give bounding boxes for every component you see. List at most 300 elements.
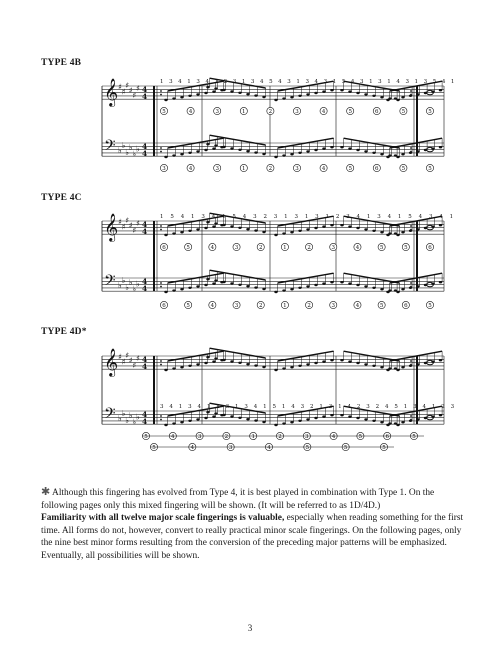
note-head (238, 149, 241, 151)
time-signature-bottom: 4 (142, 227, 148, 237)
note-head (439, 146, 442, 148)
treble-clef: 𝄞 (104, 78, 119, 106)
note-head (180, 96, 183, 98)
note-head (322, 225, 325, 227)
note-head (212, 90, 215, 92)
finger-number: 5 (232, 214, 236, 220)
finger-number: 1 (187, 79, 191, 85)
time-signature-bottom: 4 (142, 149, 148, 159)
flat-icon: ♭ (121, 141, 126, 151)
circled-string-number: 5 (152, 445, 156, 451)
finger-number: 4 (441, 79, 446, 85)
note-head (238, 417, 241, 419)
sharp-icon: ♯ (118, 352, 122, 362)
music-system-4d (0, 339, 500, 464)
note-head (416, 363, 419, 365)
note-head (196, 363, 199, 365)
finger-number: 5 (341, 79, 346, 85)
note-head (356, 227, 359, 229)
note-head (262, 231, 265, 233)
sharp-icon: ♯ (128, 220, 133, 230)
finger-number: 4 (439, 214, 443, 220)
note-head (274, 369, 277, 371)
circled-string-number: 2 (307, 303, 311, 309)
note-head (172, 422, 175, 424)
finger-number: 1 (304, 214, 309, 220)
circled-string-number: 6 (404, 303, 408, 309)
note-head (424, 417, 427, 419)
note-head (180, 421, 183, 423)
music-system-4b (0, 70, 500, 185)
note-head (340, 146, 343, 148)
circled-string-number: 6 (428, 245, 432, 251)
finger-number: 3 (366, 404, 370, 410)
circled-string-number: 5 (412, 434, 416, 440)
sharp-icon: ♯ (136, 354, 140, 364)
bass-clef: 𝄢 (104, 137, 116, 158)
note-head (306, 93, 309, 95)
flat-icon: ♭ (125, 282, 129, 292)
note-head (282, 232, 285, 234)
note-head (330, 414, 333, 416)
finger-number: 3 (232, 79, 237, 85)
page-number: 3 (247, 623, 253, 633)
sharp-icon: ♯ (136, 84, 140, 94)
circled-string-number: 1 (283, 303, 287, 309)
note-head (282, 289, 285, 291)
note-head (372, 95, 375, 97)
note-head (394, 97, 397, 99)
note-head (230, 282, 233, 284)
sharp-icon: ♯ (132, 90, 137, 100)
note-head (372, 420, 375, 422)
finger-number: 5 (269, 79, 273, 85)
sharp-icon: ♯ (118, 82, 122, 92)
finger-number: 3 (244, 404, 248, 410)
finger-number: 4 (178, 79, 182, 85)
sharp-icon: ♯ (132, 225, 137, 235)
note-head (409, 152, 412, 154)
finger-number: 5 (432, 79, 437, 85)
note-head (330, 359, 333, 361)
circled-string-number: 3 (305, 434, 309, 440)
flat-icon: ♭ (132, 284, 137, 294)
repeat-dot (160, 286, 162, 288)
circled-string-number: 2 (258, 303, 263, 309)
finger-number: 3 (160, 404, 164, 410)
note-head (230, 147, 233, 149)
note-head (262, 366, 265, 368)
flat-icon: ♭ (132, 417, 137, 427)
note-head (262, 153, 265, 155)
note-head (386, 156, 389, 158)
finger-number: 3 (323, 79, 328, 85)
sharp-icon: ♯ (128, 355, 133, 365)
music-system-4c (0, 205, 500, 320)
note-head (188, 365, 191, 367)
note-head (214, 412, 217, 414)
time-signature-bottom: 4 (142, 284, 148, 294)
note-head (298, 152, 301, 154)
note-head (214, 87, 217, 89)
note-head (424, 149, 427, 151)
finger-number: 2 (441, 404, 445, 410)
note-head (431, 225, 434, 227)
circled-string-number: 4 (355, 303, 360, 309)
circled-string-number: 2 (258, 245, 263, 251)
note-head (439, 89, 442, 91)
circled-string-number: 6 (162, 245, 166, 251)
note-head (290, 288, 293, 290)
note-head (364, 228, 367, 230)
finger-number: 1 (387, 79, 391, 85)
circled-string-number: 5 (428, 109, 432, 115)
note-head (290, 153, 293, 155)
flat-icon: ♭ (118, 146, 122, 156)
note-head (348, 360, 351, 362)
note-head (386, 424, 389, 426)
time-signature-top: 4 (142, 355, 148, 364)
note-head (380, 231, 383, 233)
finger-number: 4 (385, 404, 389, 410)
note-head (409, 230, 412, 232)
note-head (262, 421, 265, 423)
bass-clef: 𝄢 (104, 405, 116, 426)
note-head (409, 95, 412, 97)
section-title-4b: TYPE 4B (41, 58, 82, 68)
finger-number: 1 (366, 214, 371, 220)
flat-icon: ♭ (121, 276, 126, 286)
circled-string-number: 3 (234, 245, 239, 251)
finger-number: 4 (242, 214, 247, 220)
repeat-dot (410, 415, 412, 417)
repeat-dot (160, 360, 162, 362)
note-head (298, 287, 301, 289)
note-head (314, 92, 317, 94)
note-head (204, 149, 207, 151)
finger-number: 1 (160, 214, 164, 220)
note-head (364, 363, 367, 365)
circled-string-number: 4 (210, 245, 215, 251)
note-head (274, 156, 277, 158)
finger-number: 1 (431, 404, 436, 410)
note-head (380, 366, 383, 368)
finger-number: 1 (191, 214, 195, 220)
repeat-dot (160, 90, 162, 92)
circled-string-number: 2 (224, 434, 229, 440)
circled-string-number: 6 (162, 303, 166, 309)
finger-number: 4 (253, 404, 258, 410)
beam (210, 213, 266, 223)
sharp-icon: ♯ (125, 80, 130, 90)
repeat-dot (160, 282, 162, 284)
note-head (196, 93, 199, 95)
finger-number: 1 (296, 79, 300, 85)
footnote-text: Although this fingering has evolved from Type 4, it is best played in combination with Type 1. On the following pages only this mixed fingering will be shown. (It will be referred to as 1D/4D.) (41, 488, 435, 511)
note-head (439, 359, 442, 361)
sharp-icon: ♯ (128, 85, 133, 95)
circled-string-number: 5 (428, 303, 432, 309)
note-head (409, 287, 412, 289)
finger-number: 2 (356, 404, 361, 410)
note-head (306, 228, 309, 230)
note-head (172, 232, 175, 234)
finger-number: 5 (408, 214, 412, 220)
note-head (356, 362, 359, 364)
sharp-icon: ♯ (125, 350, 130, 360)
note-head (306, 418, 309, 420)
flat-icon: ♭ (125, 415, 129, 425)
finger-number: 1 (449, 214, 454, 220)
note-head (431, 90, 434, 92)
note-head (246, 93, 249, 95)
circled-string-number: 4 (321, 109, 326, 115)
sharp-icon: ♯ (132, 360, 137, 370)
note-head (230, 225, 233, 227)
note-head (206, 86, 209, 88)
circled-string-number: 5 (144, 434, 148, 440)
finger-number: 4 (205, 79, 209, 85)
note-head (364, 150, 367, 152)
sharp-icon: ♯ (121, 357, 126, 367)
note-head (290, 421, 293, 423)
note-head (416, 418, 419, 420)
note-head (372, 287, 375, 289)
circled-string-number: 4 (188, 166, 193, 172)
flat-icon: ♭ (132, 149, 137, 159)
note-head (212, 147, 215, 149)
repeat-dot (160, 415, 162, 417)
finger-number: 2 (310, 404, 314, 410)
note-head (206, 143, 209, 145)
finger-number: 3 (377, 214, 381, 220)
note-head (196, 418, 199, 420)
finger-number: 4 (347, 404, 351, 410)
note-head (188, 287, 191, 289)
note-head (386, 234, 389, 236)
note-head (206, 411, 209, 413)
note-head (348, 90, 351, 92)
note-head (246, 150, 249, 152)
note-head (314, 417, 317, 419)
note-head (409, 420, 412, 422)
note-head (298, 365, 301, 367)
finger-number: 3 (315, 214, 319, 220)
finger-number: 4 (356, 214, 361, 220)
finger-number: 1 (263, 404, 267, 410)
repeat-dot (410, 147, 412, 149)
note-head (282, 422, 285, 424)
note-head (222, 414, 225, 416)
finger-number: 4 (418, 214, 423, 220)
circled-string-number: 5 (348, 109, 352, 115)
note-head (254, 94, 257, 96)
flat-icon: ♭ (128, 410, 133, 420)
circled-string-number: 1 (283, 245, 287, 251)
note-head (196, 228, 199, 230)
note-head (222, 146, 225, 148)
repeat-dot (410, 360, 412, 362)
repeat-dot (410, 90, 412, 92)
circled-string-number: 5 (186, 303, 190, 309)
finger-number: 3 (188, 404, 192, 410)
note-head (214, 222, 217, 224)
note-head (212, 360, 215, 362)
note-head (340, 224, 343, 226)
note-head (204, 417, 207, 419)
circled-string-number: 5 (401, 166, 406, 172)
note-head (188, 95, 191, 97)
circled-string-number: 5 (348, 166, 352, 172)
flat-icon: ♭ (136, 412, 140, 422)
note-head (274, 291, 277, 293)
note-head (172, 367, 175, 369)
note-head (348, 282, 351, 284)
finger-number: 3 (253, 214, 257, 220)
note-head (290, 366, 293, 368)
finger-number: 1 (319, 404, 323, 410)
time-signature-bottom: 4 (142, 417, 148, 427)
note-head (439, 224, 442, 226)
note-head (222, 281, 225, 283)
note-head (212, 415, 215, 417)
note-head (298, 420, 301, 422)
note-head (212, 282, 215, 284)
finger-number: 1 (160, 79, 164, 85)
note-head (238, 92, 241, 94)
note-head (214, 144, 217, 146)
repeat-dot (160, 94, 162, 96)
circled-string-number: 5 (404, 245, 408, 251)
note-head (180, 288, 183, 290)
beam (210, 135, 266, 145)
note-head (394, 422, 397, 424)
note-head (424, 362, 427, 364)
sharp-icon: ♯ (118, 217, 122, 227)
finger-number: 3 (273, 214, 278, 220)
note-head (290, 96, 293, 98)
flat-icon: ♭ (136, 144, 140, 154)
note-head (274, 424, 277, 426)
note-head (364, 93, 367, 95)
finger-number: 2 (216, 404, 220, 410)
circled-string-number: 2 (307, 245, 311, 251)
circled-string-number: 4 (190, 445, 195, 451)
note-head (330, 146, 333, 148)
circled-string-number: 3 (215, 166, 219, 172)
finger-number: 1 (178, 404, 183, 410)
paragraph-lead: Familiarity with all twelve major scale fingerings is valuable, (41, 513, 285, 523)
note-head (330, 224, 333, 226)
note-head (416, 93, 419, 95)
finger-number: 4 (291, 404, 295, 410)
repeat-dot (160, 147, 162, 149)
repeat-dot (160, 419, 162, 421)
paragraph-text: especially when reading something for the first time. All forms do not, however, convert to really practical minor scale fingerings. On the following pages, only the nine best minor forms resulting from the conversion of the preceding major patterns will be emphasized. Eventually, all possibilities will be shown. (41, 513, 464, 561)
circled-string-number: 3 (215, 109, 219, 115)
note-head (282, 97, 285, 99)
sharp-icon: ♯ (125, 215, 130, 225)
circled-string-number: 4 (171, 434, 175, 440)
note-head (340, 359, 343, 361)
note-head (416, 150, 419, 152)
finger-number: 3 (305, 79, 309, 85)
finger-number: 1 (206, 404, 211, 410)
circled-string-number: 3 (331, 303, 336, 309)
note-head (424, 227, 427, 229)
note-head (330, 89, 333, 91)
note-head (254, 229, 257, 231)
note-head (188, 152, 191, 154)
finger-number: 1 (222, 214, 226, 220)
repeat-dot (160, 151, 162, 153)
finger-number: 1 (281, 404, 286, 410)
finger-number: 3 (300, 404, 305, 410)
note-head (380, 96, 383, 98)
note-head (230, 415, 233, 417)
footnote (41, 486, 466, 512)
finger-number: 1 (414, 79, 419, 85)
note-head (416, 285, 419, 287)
circled-string-number: 5 (379, 245, 384, 251)
time-signature-top: 4 (142, 410, 148, 419)
finger-number: 3 (450, 404, 455, 410)
note-head (364, 418, 367, 420)
circled-string-number: 1 (242, 166, 246, 172)
finger-number: 3 (346, 214, 350, 220)
footnote-star: ✱ (41, 486, 51, 498)
note-head (262, 288, 265, 290)
flat-icon: ♭ (128, 142, 133, 152)
note-head (206, 221, 209, 223)
finger-number: 2 (223, 79, 228, 85)
repeat-dot (160, 229, 162, 231)
finger-number: 1 (450, 79, 455, 85)
note-head (254, 151, 257, 153)
note-head (238, 284, 241, 286)
circled-string-number: 5 (382, 445, 386, 451)
note-head (214, 357, 217, 359)
section-title-4c: TYPE 4C (41, 193, 82, 203)
note-head (262, 96, 265, 98)
finger-number: 4 (396, 79, 400, 85)
note-head (431, 282, 434, 284)
note-head (222, 224, 225, 226)
finger-number: 3 (225, 404, 230, 410)
note-head (386, 291, 389, 293)
circled-string-number: 4 (331, 434, 336, 440)
note-head (212, 225, 215, 227)
note-head (409, 365, 412, 367)
finger-number: 3 (328, 404, 333, 410)
finger-number: 2 (375, 404, 380, 410)
treble-clef: 𝄞 (104, 213, 119, 241)
note-head (206, 356, 209, 358)
note-head (206, 278, 209, 280)
note-head (340, 414, 343, 416)
note-head (356, 92, 359, 94)
note-head (348, 225, 351, 227)
note-head (364, 285, 367, 287)
note-head (314, 227, 317, 229)
circled-string-number: 4 (188, 109, 193, 115)
circled-string-number: 6 (385, 434, 389, 440)
note-head (164, 99, 167, 101)
finger-number: 3 (428, 214, 433, 220)
finger-number: 3 (423, 79, 428, 85)
note-head (222, 359, 225, 361)
circled-string-number: 5 (343, 445, 348, 451)
